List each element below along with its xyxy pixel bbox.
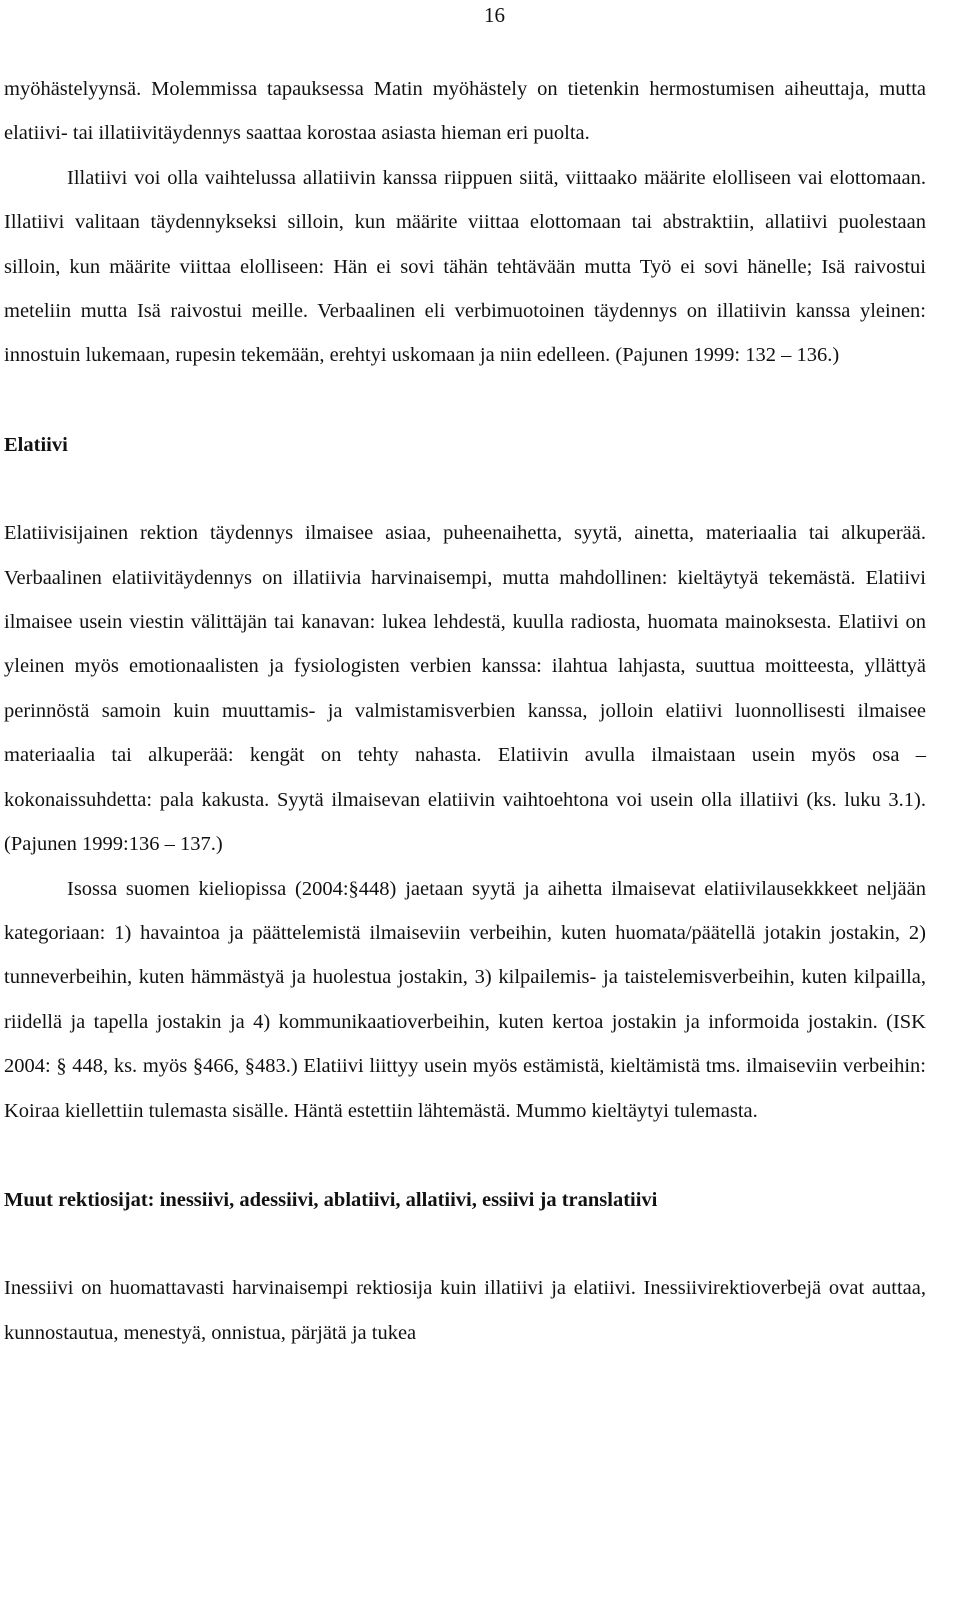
section-heading-elatiivi: Elatiivi: [4, 433, 68, 456]
document-body: [4, 67, 926, 1355]
page-number: 16: [484, 3, 505, 27]
section-heading-muut-rektiosijat: Muut rektiosijat: inessiivi, adessiivi, ablatiivi, allatiivi, essiivi ja translatiivi: [4, 1188, 658, 1211]
body-paragraph: Elatiivisijainen rektion täydennys ilmaisee asiaa, puheenaihetta, syytä, ainetta, materiaalia tai alkuperää. Verbaalinen elatiivitäydennys on illatiivia harvinaisempi, mutta mahdollinen: kieltäytyä tekemästä. Elatiivi ilmaisee usein viestin välittäjän tai kanavan: lukea lehdestä, kuulla radiosta, huomata mainoksesta. Elatiivi on yleinen myös emotionaalisten ja fysiologisten verbien kanssa: ilahtua lahjasta, suuttua moitteesta, yllättyä perinnöstä samoin kuin muuttamis- ja valmistamisverbien kanssa, jolloin elatiivi luonnollisesti ilmaisee materiaalia tai alkuperää: kengät on tehty nahasta. Elatiivin avulla ilmaistaan usein myös osa – kokonaissuhdetta: pala kakusta. Syytä ilmaisevan elatiivin vaihtoehtona voi usein olla illatiivi (ks. luku 3.1). (Pajunen 1999:136 – 137.): [4, 522, 926, 856]
body-paragraph: Inessiivi on huomattavasti harvinaisempi rektiosija kuin illatiivi ja elatiivi. Inessiivirektioverbejä ovat auttaa, kunnostautua, menestyä, onnistua, pärjätä ja tukea: [4, 1277, 926, 1344]
body-paragraph: Illatiivi voi olla vaihtelussa allatiivin kanssa riippuen siitä, viittaako määrite elolliseen vai elottomaan. Illatiivi valitaan täydennykseksi silloin, kun määrite viittaa elottomaan tai abstraktiin, allatiivi puolestaan silloin, kun määrite viittaa elolliseen: Hän ei sovi tähän tehtävään mutta Työ ei sovi hänelle; Isä raivostui meteliin mutta Isä raivostui meille. Verbaalinen eli verbimuotoinen täydennys on illatiivin kanssa yleinen: innostuin lukemaan, rupesin tekemään, erehtyi uskomaan ja niin edelleen. (Pajunen 1999: 132 – 136.): [4, 166, 926, 367]
body-paragraph: Isossa suomen kieliopissa (2004:§448) jaetaan syytä ja aihetta ilmaisevat elatiivilausekkkeet neljään kategoriaan: 1) havaintoa ja päättelemistä ilmaiseviin verbeihin, kuten huomata/päätellä jotakin jostakin, 2) tunneverbeihin, kuten hämmästyä ja huolestua jostakin, 3) kilpailemis- ja taistelemisverbeihin, kuten kilpailla, riidellä ja tapella jostakin ja 4) kommunikaatioverbeihin, kuten kertoa jostakin ja informoida jostakin. (ISK 2004: § 448, ks. myös §466, §483.) Elatiivi liittyy usein myös estämistä, kieltämistä tms. ilmaiseviin verbeihin: Koiraa kiellettiin tulemasta sisälle. Häntä estettiin lähtemästä. Mummo kieltäytyi tulemasta.: [4, 877, 926, 1122]
body-paragraph: myöhästelyynsä. Molemmissa tapauksessa Matin myöhästely on tietenkin hermostumisen aiheuttaja, mutta elatiivi- tai illatiivitäydennys saattaa korostaa asiasta hieman eri puolta.: [4, 78, 926, 145]
